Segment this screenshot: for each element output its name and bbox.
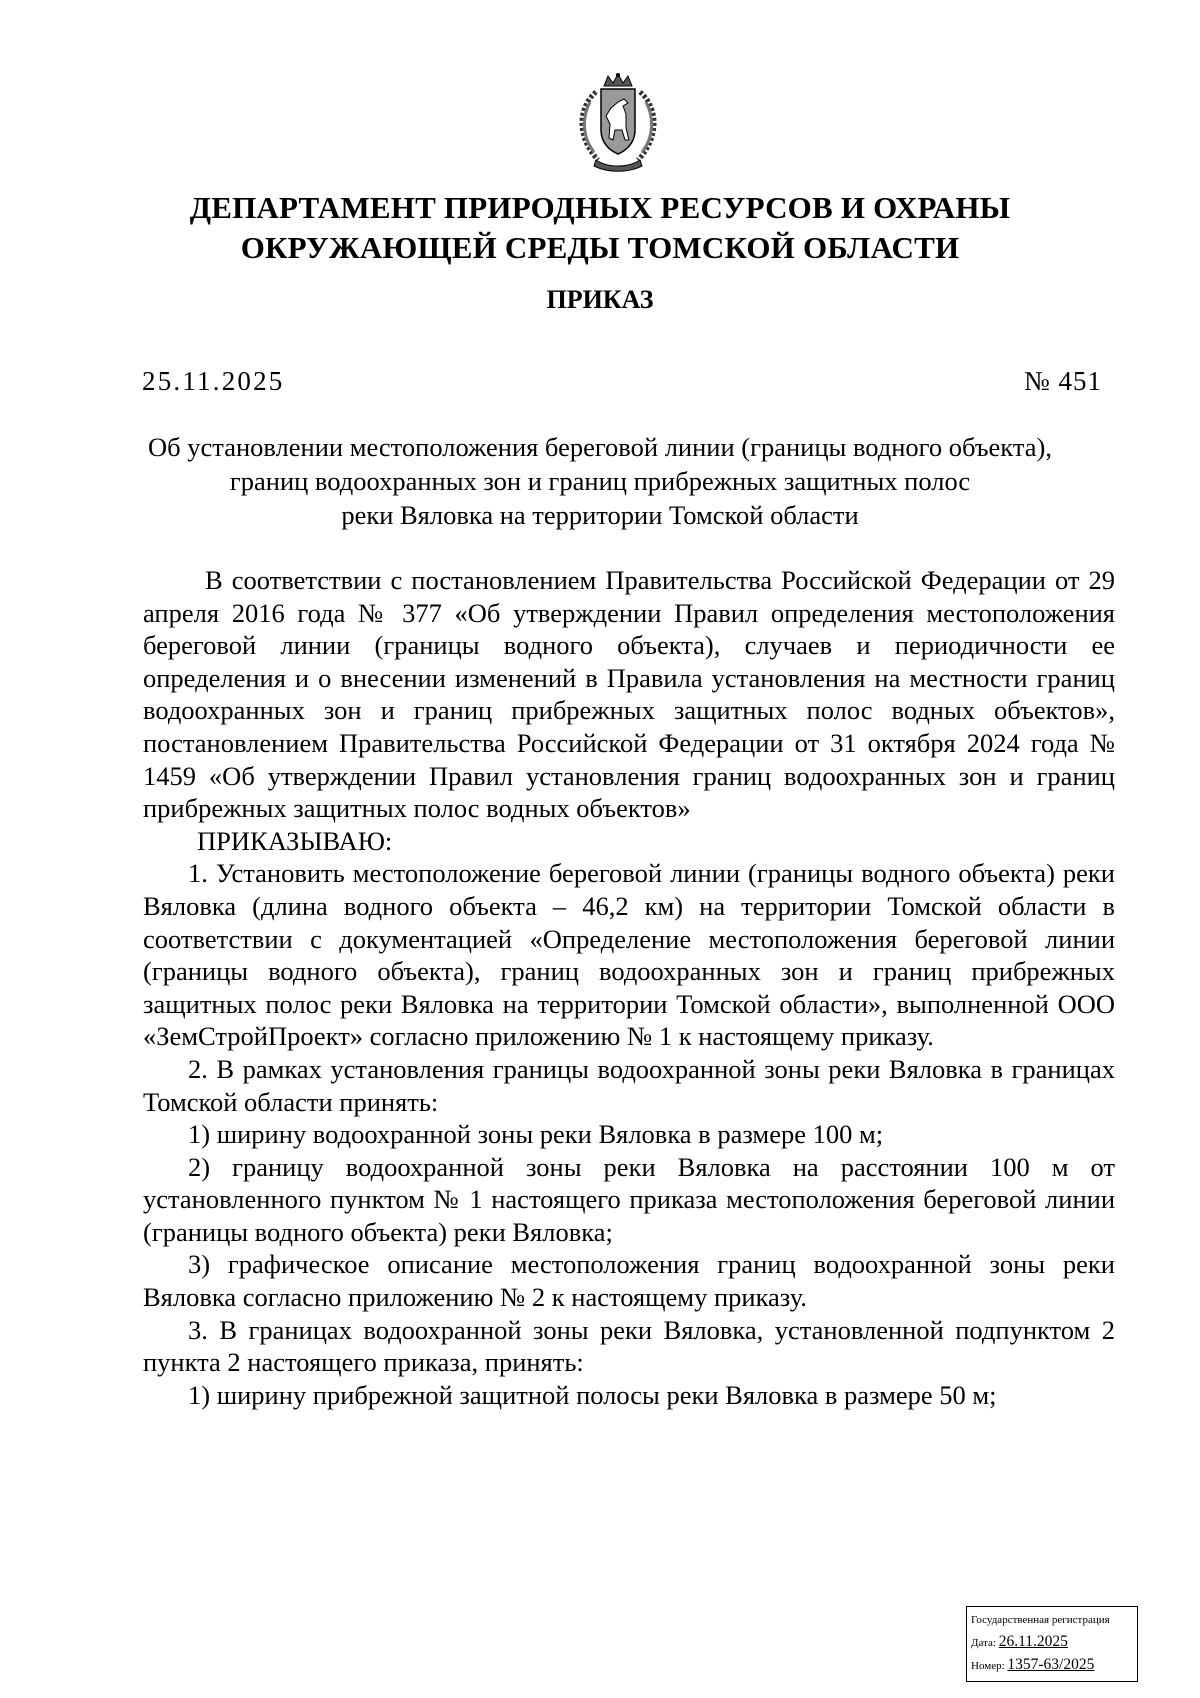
document-date: 25.11.2025 [142, 366, 285, 396]
item-1-paragraph: 1. Установить местоположение береговой линии (границы водного объекта) реки Вяловка (длина водного объекта – 46,2 км) на территории Томской области в соответствии с документацией «Определение местоположения береговой линии (границы водного объекта), границ водоохранных зон и границ прибрежных защитных полос реки Вяловка на территории Томской области», выполненной ООО «ЗемСтройПроект» согласно приложению № 1 к настоящему приказу. [143, 858, 1115, 1052]
subject-line-3: реки Вяловка на территории Томской области [341, 500, 859, 530]
subject-line-1: Об установлении местоположения береговой линии (границы водного объекта), [148, 432, 1052, 462]
registration-date-row [971, 1631, 1133, 1654]
item-2-paragraph: 2. В рамках установления границы водоохранной зоны реки Вяловка в границах Томской области принять: [143, 1053, 1115, 1117]
item-3-paragraph: 3. В границах водоохранной зоны реки Вяловка, установленной подпунктом 2 пункта 2 настоящего приказа, принять: [143, 1314, 1115, 1378]
document-body [143, 564, 1115, 1411]
registration-title: Государственная регистрация [971, 1614, 1110, 1626]
document-type: ПРИКАЗ [546, 285, 654, 314]
org-line-2: ОКРУЖАЮЩЕЙ СРЕДЫ ТОМСКОЙ ОБЛАСТИ [240, 230, 960, 265]
document-subject [120, 430, 1080, 532]
org-line-1: ДЕПАРТАМЕНТ ПРИРОДНЫХ РЕСУРСОВ И ОХРАНЫ [189, 190, 1011, 225]
registration-number-row [971, 1654, 1133, 1677]
registration-number-value: 1357-63/2025 [1007, 1656, 1095, 1673]
item-2-2-paragraph: 2) границу водоохранной зоны реки Вяловка на расстоянии 100 м от установленного пунктом № 1 настоящего приказа местоположения береговой линии (границы водного объекта) реки Вяловка; [143, 1151, 1115, 1247]
organization-name [150, 188, 1050, 268]
item-2-3-paragraph: 3) графическое описание местоположения границ водоохранной зоны реки Вяловка согласно приложению № 2 к настоящему приказу. [143, 1249, 1115, 1313]
order-word: ПРИКАЗЫВАЮ: [197, 825, 393, 856]
document-number: № 451 [1023, 366, 1102, 396]
coat-of-arms-icon [568, 72, 668, 174]
item-2-1-paragraph: 1) ширину водоохранной зоны реки Вяловка в размере 100 м; [188, 1119, 884, 1150]
subject-line-2: границ водоохранных зон и границ прибрежных защитных полос [229, 466, 971, 496]
registration-date-value: 26.11.2025 [998, 1633, 1068, 1650]
item-3-1-paragraph: 1) ширину прибрежной защитной полосы реки Вяловка в размере 50 м; [188, 1379, 997, 1410]
preamble-paragraph: В соответствии с постановлением Правительства Российской Федерации от 29 апреля 2016 года № 377 «Об утверждении Правил определения местоположения береговой линии (границы водного объекта), случаев и периодичности ее определения и о внесении изменений в Правила установления на местности границ водоохранных зон и границ прибрежных защитных полос водных объектов», постановлением Правительства Российской Федерации от 31 октября 2024 года № 1459 «Об утверждении Правил установления границ водоохранных зон и границ прибрежных защитных полос водных объектов» [143, 565, 1115, 824]
registration-date-label: Дата: [971, 1637, 996, 1649]
registration-stamp [966, 1606, 1138, 1682]
registration-number-label: Номер: [971, 1660, 1005, 1672]
